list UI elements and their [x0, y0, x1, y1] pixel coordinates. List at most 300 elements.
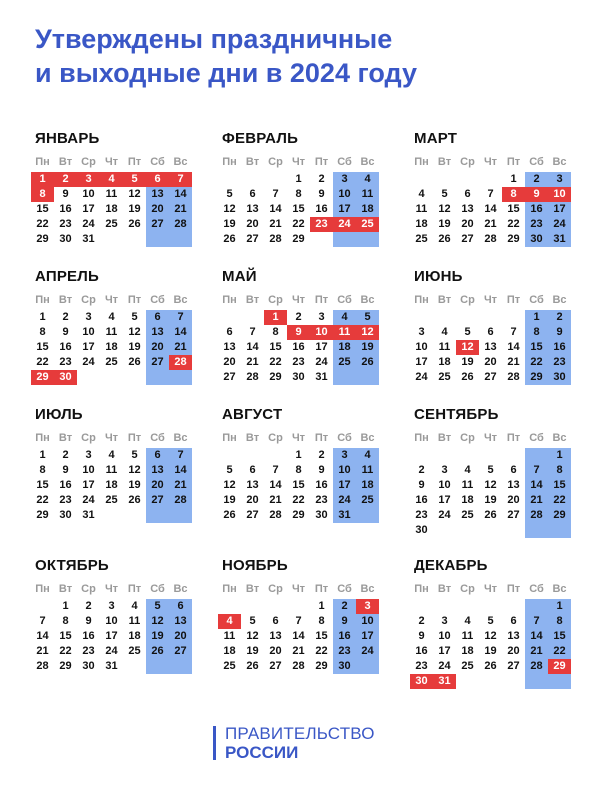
- day-cell: 28: [269, 509, 282, 521]
- day-cell: 19: [438, 218, 451, 230]
- day-cell: 15: [553, 479, 566, 491]
- holiday-day: 12: [356, 325, 379, 340]
- day-cell: 8: [272, 326, 279, 338]
- day-cell: 9: [62, 464, 69, 476]
- weekday-label: Пн: [222, 432, 237, 444]
- day-cell: 12: [246, 630, 259, 642]
- day-cell: 9: [418, 479, 425, 491]
- holiday-day: 9: [525, 187, 548, 202]
- weekday-label: Ср: [81, 294, 96, 306]
- day-cell: 17: [338, 203, 351, 215]
- weekday-label: Вт: [437, 432, 452, 444]
- weekday-label: Сб: [337, 156, 352, 168]
- day-cell: 11: [415, 203, 428, 215]
- day-cell: 4: [464, 615, 471, 627]
- weekday-label: Ср: [81, 583, 96, 595]
- weekday-label: Пт: [314, 294, 329, 306]
- holiday-day: 7: [169, 172, 192, 187]
- day-cell: 11: [461, 630, 474, 642]
- day-cell: 16: [415, 494, 428, 506]
- day-cell: 29: [59, 660, 72, 672]
- logo-line-2: РОССИИ: [225, 743, 299, 762]
- day-cell: 21: [36, 645, 49, 657]
- month-block: [31, 557, 201, 685]
- day-cell: 14: [269, 479, 282, 491]
- day-cell: 10: [105, 615, 118, 627]
- day-cell: 4: [108, 311, 115, 323]
- day-cell: 24: [438, 509, 451, 521]
- day-cell: 30: [415, 524, 428, 536]
- weekday-label: Чт: [483, 432, 498, 444]
- day-cell: 19: [484, 645, 497, 657]
- day-cell: 1: [295, 173, 302, 185]
- day-cell: 6: [154, 311, 161, 323]
- day-cell: 6: [464, 188, 471, 200]
- day-cell: 28: [36, 660, 49, 672]
- day-cell: 27: [174, 645, 187, 657]
- day-cell: 5: [154, 600, 161, 612]
- month-block: [410, 557, 580, 685]
- day-cell: 9: [62, 188, 69, 200]
- day-cell: 3: [108, 600, 115, 612]
- weekday-label: Чт: [104, 583, 119, 595]
- weekday-label: Сб: [150, 432, 165, 444]
- day-cell: 16: [315, 479, 328, 491]
- day-cell: 19: [223, 494, 236, 506]
- weekday-label: Чт: [291, 156, 306, 168]
- weekday-header: [218, 432, 379, 447]
- day-cell: 24: [338, 494, 351, 506]
- day-cell: 14: [530, 630, 543, 642]
- day-cell: 20: [269, 645, 282, 657]
- day-cell: 6: [272, 615, 279, 627]
- day-cell: 3: [341, 173, 348, 185]
- weekday-label: Пн: [35, 583, 50, 595]
- day-cell: 14: [174, 464, 187, 476]
- day-cell: 23: [338, 645, 351, 657]
- day-cell: 1: [318, 600, 325, 612]
- day-cell: 8: [533, 326, 540, 338]
- day-cell: 14: [36, 630, 49, 642]
- day-cell: 28: [174, 494, 187, 506]
- weekday-label: Пт: [314, 156, 329, 168]
- day-cell: 27: [246, 233, 259, 245]
- weekday-label: Вт: [245, 156, 260, 168]
- day-cell: 27: [269, 660, 282, 672]
- day-cell: 4: [364, 449, 371, 461]
- day-cell: 22: [530, 356, 543, 368]
- weekday-label: Чт: [291, 583, 306, 595]
- day-cell: 29: [36, 509, 49, 521]
- logo-line-1: ПРАВИТЕЛЬСТВО: [225, 724, 375, 743]
- day-cell: 2: [556, 311, 563, 323]
- day-cell: 6: [510, 615, 517, 627]
- day-cell: 23: [553, 356, 566, 368]
- weekday-header: [31, 432, 192, 447]
- day-cell: 26: [246, 660, 259, 672]
- holiday-day: 25: [356, 217, 379, 232]
- weekday-label: Сб: [150, 156, 165, 168]
- weekday-label: Пн: [222, 583, 237, 595]
- weekday-label: Сб: [337, 432, 352, 444]
- day-cell: 9: [341, 615, 348, 627]
- day-cell: 8: [556, 615, 563, 627]
- day-cell: 22: [553, 645, 566, 657]
- day-cell: 22: [36, 356, 49, 368]
- weekday-header: [218, 583, 379, 598]
- month-block: [31, 130, 201, 258]
- day-cell: 9: [318, 188, 325, 200]
- weekday-label: Чт: [483, 156, 498, 168]
- holiday-day: 31: [433, 674, 456, 689]
- weekday-label: Сб: [529, 294, 544, 306]
- day-cell: 1: [39, 449, 46, 461]
- day-cell: 19: [484, 494, 497, 506]
- day-cell: 12: [223, 479, 236, 491]
- weekday-label: Сб: [337, 583, 352, 595]
- month-name: АПРЕЛЬ: [35, 268, 99, 285]
- day-cell: 25: [415, 233, 428, 245]
- day-cell: 8: [39, 326, 46, 338]
- day-cell: 17: [82, 479, 95, 491]
- day-cell: 2: [62, 449, 69, 461]
- weekday-header: [410, 156, 571, 171]
- weekday-label: Пт: [506, 583, 521, 595]
- weekday-label: Вт: [437, 156, 452, 168]
- day-cell: 17: [438, 645, 451, 657]
- day-cell: 3: [441, 464, 448, 476]
- day-cell: 23: [292, 356, 305, 368]
- day-cell: 6: [154, 449, 161, 461]
- day-cell: 4: [364, 173, 371, 185]
- day-cell: 11: [438, 341, 451, 353]
- weekday-label: Вт: [437, 294, 452, 306]
- month-name: ЯНВАРЬ: [35, 130, 100, 147]
- holiday-day: 28: [169, 355, 192, 370]
- day-cell: 30: [292, 371, 305, 383]
- weekday-label: Ср: [81, 156, 96, 168]
- weekday-label: Чт: [104, 432, 119, 444]
- weekday-label: Чт: [104, 294, 119, 306]
- day-cell: 19: [128, 341, 141, 353]
- weekday-label: Пт: [127, 156, 142, 168]
- day-cell: 26: [361, 356, 374, 368]
- day-cell: 2: [318, 173, 325, 185]
- day-cell: 5: [364, 311, 371, 323]
- day-cell: 19: [128, 203, 141, 215]
- day-cell: 16: [415, 645, 428, 657]
- day-cell: 14: [269, 203, 282, 215]
- day-cell: 8: [556, 464, 563, 476]
- day-cell: 18: [461, 645, 474, 657]
- weekday-label: Чт: [291, 294, 306, 306]
- day-cell: 10: [82, 326, 95, 338]
- day-cell: 25: [128, 645, 141, 657]
- day-cell: 29: [36, 233, 49, 245]
- weekday-header: [218, 156, 379, 171]
- weekday-label: Пн: [222, 156, 237, 168]
- weekday-header: [410, 294, 571, 309]
- day-cell: 16: [59, 479, 72, 491]
- day-cell: 26: [223, 509, 236, 521]
- day-cell: 9: [556, 326, 563, 338]
- day-cell: 28: [530, 509, 543, 521]
- weekday-label: Ср: [81, 432, 96, 444]
- weekday-label: Сб: [337, 294, 352, 306]
- day-cell: 29: [530, 371, 543, 383]
- day-cell: 30: [553, 371, 566, 383]
- day-cell: 30: [315, 509, 328, 521]
- day-cell: 24: [82, 218, 95, 230]
- month-block: [410, 268, 580, 396]
- day-cell: 15: [292, 203, 305, 215]
- day-cell: 2: [418, 615, 425, 627]
- day-cell: 21: [269, 494, 282, 506]
- day-cell: 21: [530, 645, 543, 657]
- weekday-label: Вт: [437, 583, 452, 595]
- day-cell: 27: [151, 356, 164, 368]
- day-cell: 20: [246, 218, 259, 230]
- holiday-day: 4: [218, 614, 241, 629]
- day-cell: 14: [484, 203, 497, 215]
- holiday-day: 30: [54, 370, 77, 385]
- day-cell: 6: [249, 464, 256, 476]
- day-cell: 21: [269, 218, 282, 230]
- day-cell: 23: [530, 218, 543, 230]
- holiday-day: 8: [502, 187, 525, 202]
- day-cell: 22: [59, 645, 72, 657]
- day-cell: 16: [59, 203, 72, 215]
- day-cell: 12: [484, 479, 497, 491]
- day-cell: 5: [487, 464, 494, 476]
- weekday-label: Ср: [460, 432, 475, 444]
- day-cell: 20: [507, 645, 520, 657]
- day-cell: 23: [315, 494, 328, 506]
- day-cell: 27: [461, 233, 474, 245]
- weekday-label: Пн: [414, 583, 429, 595]
- day-cell: 25: [105, 218, 118, 230]
- day-cell: 20: [484, 356, 497, 368]
- day-cell: 5: [226, 188, 233, 200]
- day-cell: 8: [62, 615, 69, 627]
- month-name: НОЯБРЬ: [222, 557, 288, 574]
- day-cell: 18: [223, 645, 236, 657]
- month-block: [218, 406, 388, 534]
- weekday-label: Вс: [360, 156, 375, 168]
- month-block: [218, 130, 388, 258]
- day-cell: 18: [338, 341, 351, 353]
- day-cell: 26: [151, 645, 164, 657]
- day-cell: 20: [507, 494, 520, 506]
- day-cell: 28: [269, 233, 282, 245]
- day-cell: 11: [105, 188, 118, 200]
- day-cell: 26: [484, 509, 497, 521]
- day-cell: 4: [341, 311, 348, 323]
- day-cell: 14: [174, 326, 187, 338]
- day-cell: 28: [530, 660, 543, 672]
- day-cell: 19: [223, 218, 236, 230]
- day-cell: 15: [269, 341, 282, 353]
- day-cell: 28: [484, 233, 497, 245]
- day-cell: 3: [418, 326, 425, 338]
- day-cell: 23: [59, 356, 72, 368]
- day-cell: 31: [315, 371, 328, 383]
- day-cell: 13: [507, 630, 520, 642]
- weekday-label: Вт: [58, 583, 73, 595]
- day-cell: 1: [62, 600, 69, 612]
- day-cell: 10: [82, 188, 95, 200]
- day-cell: 19: [461, 356, 474, 368]
- holiday-day: 4: [100, 172, 123, 187]
- weekday-label: Сб: [150, 294, 165, 306]
- day-cell: 23: [415, 509, 428, 521]
- day-cell: 26: [128, 218, 141, 230]
- day-cell: 3: [341, 449, 348, 461]
- day-cell: 31: [82, 233, 95, 245]
- day-cell: 7: [510, 326, 517, 338]
- weekday-label: Пн: [414, 432, 429, 444]
- weekday-label: Ср: [460, 156, 475, 168]
- day-cell: 23: [59, 218, 72, 230]
- weekday-label: Вт: [58, 294, 73, 306]
- weekday-label: Ср: [268, 583, 283, 595]
- weekday-label: Вс: [173, 156, 188, 168]
- day-cell: 18: [461, 494, 474, 506]
- day-cell: 20: [151, 203, 164, 215]
- day-cell: 10: [438, 479, 451, 491]
- weekday-label: Ср: [268, 432, 283, 444]
- day-cell: 20: [461, 218, 474, 230]
- weekday-label: Сб: [529, 432, 544, 444]
- day-cell: 28: [292, 660, 305, 672]
- weekday-label: Вт: [58, 432, 73, 444]
- day-cell: 17: [105, 630, 118, 642]
- day-cell: 2: [318, 449, 325, 461]
- holiday-day: 24: [333, 217, 356, 232]
- day-cell: 20: [246, 494, 259, 506]
- day-cell: 7: [487, 188, 494, 200]
- day-cell: 5: [249, 615, 256, 627]
- day-cell: 5: [464, 326, 471, 338]
- day-cell: 4: [441, 326, 448, 338]
- day-cell: 11: [461, 479, 474, 491]
- day-cell: 6: [177, 600, 184, 612]
- weekday-label: Ср: [268, 294, 283, 306]
- day-cell: 7: [295, 615, 302, 627]
- day-cell: 2: [533, 173, 540, 185]
- day-cell: 7: [533, 464, 540, 476]
- day-cell: 10: [82, 464, 95, 476]
- day-cell: 17: [338, 479, 351, 491]
- day-cell: 24: [361, 645, 374, 657]
- day-cell: 10: [438, 630, 451, 642]
- day-cell: 27: [484, 371, 497, 383]
- day-cell: 20: [151, 341, 164, 353]
- day-cell: 24: [82, 356, 95, 368]
- weekday-label: Пт: [314, 583, 329, 595]
- day-cell: 18: [361, 203, 374, 215]
- day-cell: 23: [415, 660, 428, 672]
- day-cell: 16: [338, 630, 351, 642]
- weekday-label: Сб: [529, 583, 544, 595]
- day-cell: 29: [553, 509, 566, 521]
- day-cell: 29: [292, 509, 305, 521]
- day-cell: 27: [151, 494, 164, 506]
- day-cell: 24: [315, 356, 328, 368]
- day-cell: 13: [151, 326, 164, 338]
- title-line-2: и выходные дни в 2024 году: [35, 58, 417, 88]
- day-cell: 21: [292, 645, 305, 657]
- month-block: [31, 268, 201, 396]
- holiday-day: 29: [31, 370, 54, 385]
- month-name: ОКТЯБРЬ: [35, 557, 109, 574]
- day-cell: 17: [82, 203, 95, 215]
- day-cell: 3: [556, 173, 563, 185]
- day-cell: 7: [272, 188, 279, 200]
- day-cell: 13: [151, 188, 164, 200]
- day-cell: 1: [510, 173, 517, 185]
- day-cell: 2: [62, 311, 69, 323]
- weekday-label: Вс: [360, 432, 375, 444]
- day-cell: 3: [85, 449, 92, 461]
- weekday-label: Вс: [552, 156, 567, 168]
- weekday-label: Пт: [127, 294, 142, 306]
- day-cell: 17: [438, 494, 451, 506]
- day-cell: 29: [269, 371, 282, 383]
- day-cell: 8: [318, 615, 325, 627]
- day-cell: 9: [418, 630, 425, 642]
- holiday-day: 5: [123, 172, 146, 187]
- day-cell: 21: [530, 494, 543, 506]
- day-cell: 19: [151, 630, 164, 642]
- day-cell: 16: [315, 203, 328, 215]
- day-cell: 18: [415, 218, 428, 230]
- month-name: ФЕВРАЛЬ: [222, 130, 299, 147]
- day-cell: 13: [484, 341, 497, 353]
- day-cell: 12: [128, 188, 141, 200]
- month-name: ИЮНЬ: [414, 268, 463, 285]
- day-cell: 11: [361, 464, 374, 476]
- day-cell: 15: [36, 479, 49, 491]
- day-cell: 16: [292, 341, 305, 353]
- day-cell: 4: [418, 188, 425, 200]
- day-cell: 19: [246, 645, 259, 657]
- day-cell: 29: [315, 660, 328, 672]
- day-cell: 11: [361, 188, 374, 200]
- day-cell: 13: [507, 479, 520, 491]
- month-name: ДЕКАБРЬ: [414, 557, 488, 574]
- day-cell: 30: [59, 233, 72, 245]
- day-cell: 22: [36, 494, 49, 506]
- day-cell: 26: [223, 233, 236, 245]
- day-cell: 25: [461, 509, 474, 521]
- day-cell: 31: [553, 233, 566, 245]
- day-cell: 16: [82, 630, 95, 642]
- day-cell: 31: [105, 660, 118, 672]
- day-cell: 13: [461, 203, 474, 215]
- day-cell: 17: [361, 630, 374, 642]
- day-cell: 6: [226, 326, 233, 338]
- day-cell: 13: [269, 630, 282, 642]
- weekday-label: Ср: [268, 156, 283, 168]
- day-cell: 24: [105, 645, 118, 657]
- day-cell: 15: [507, 203, 520, 215]
- month-block: [218, 268, 388, 396]
- weekday-label: Вс: [173, 432, 188, 444]
- day-cell: 13: [151, 464, 164, 476]
- day-cell: 16: [59, 341, 72, 353]
- day-cell: 22: [315, 645, 328, 657]
